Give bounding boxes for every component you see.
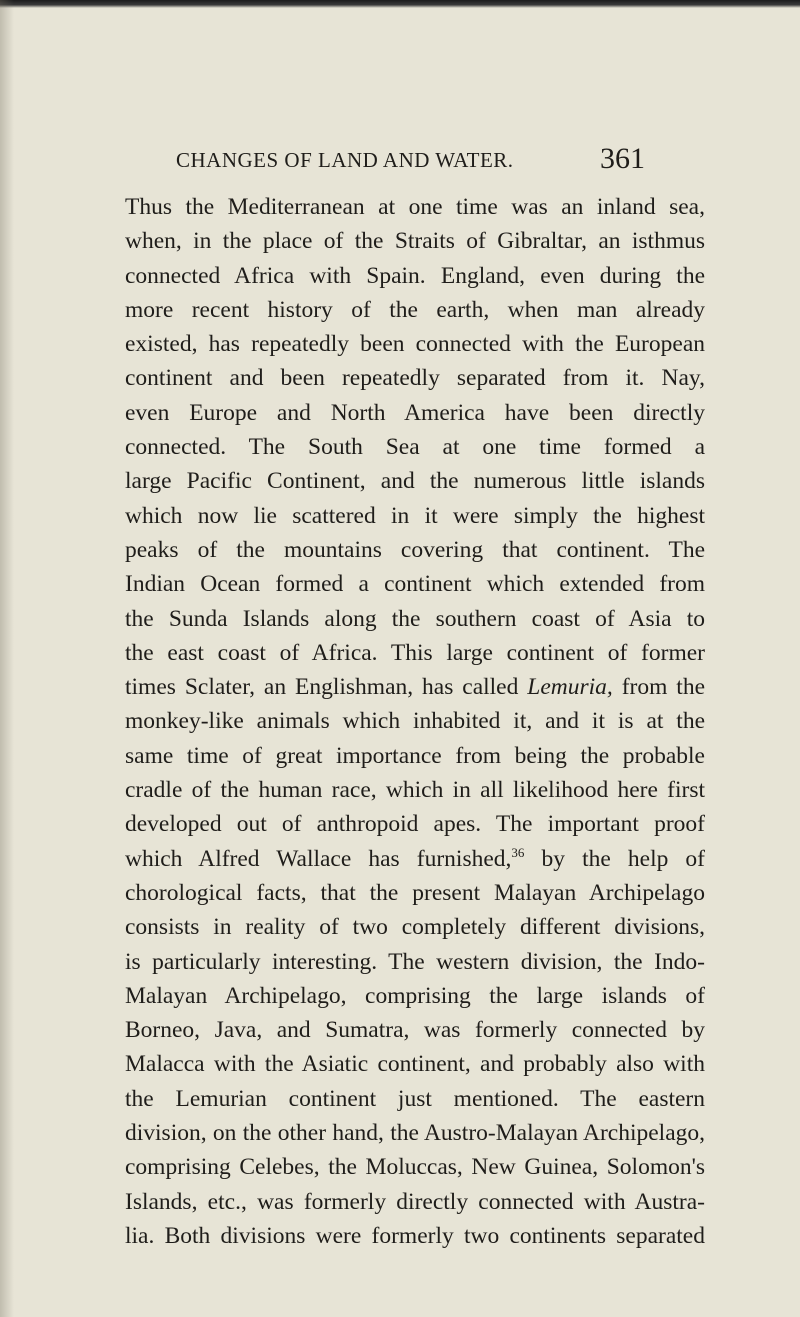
text-line-content: division, on the other hand, the Austro-Malayan Archipelago, [125,1120,705,1147]
text-line [125,636,705,670]
text-line-after: from the [612,674,705,701]
text-line [125,567,705,601]
text-line [125,670,705,704]
text-line-content: connected Africa with Spain. England, even during the [125,262,705,289]
text-line-content: Indian Ocean formed a continent which extended from [125,571,705,598]
text-line-content: chorological facts, that the present Malayan Archipelago [125,879,705,906]
text-line-content: the Lemurian continent just mentioned. The eastern [125,1085,705,1112]
text-line-content: monkey-like animals which inhabited it, and it is at the [125,708,705,735]
text-line [125,499,705,533]
footnote-reference: 36 [511,844,525,860]
text-line-content: Thus the Mediterranean at one time was an inland sea, [125,194,705,220]
text-line [125,739,705,773]
text-line-content: same time of great importance from being the probable [125,742,705,769]
text-line [125,533,705,567]
text-line [125,1013,705,1047]
text-line [125,1150,705,1184]
text-line [125,1116,705,1150]
text-line-content: Malayan Archipelago, comprising the large islands of [125,982,705,1009]
page-header [176,144,696,184]
text-line-content: large Pacific Continent, and the numerous little islands [125,468,705,495]
text-line-content: consists in reality of two completely different divisions, [125,914,705,941]
text-line-content: continent and been repeatedly separated from it. Nay, [125,365,705,392]
italic-term: Lemuria, [527,674,613,701]
text-line [125,464,705,498]
text-line-content: when, in the place of the Straits of Gibraltar, an isthmus [125,228,705,255]
text-line-content: connected. The South Sea at one time formed a [125,434,705,461]
text-line [125,259,705,293]
text-line [125,910,705,944]
text-line [125,945,705,979]
text-line [125,842,705,876]
text-line-content: comprising Celebes, the Moluccas, New Guinea, Solomon's [125,1154,705,1181]
running-head: CHANGES OF LAND AND WATER. [176,148,514,172]
text-line-content: which now lie scattered in it were simply the highest [125,502,705,529]
text-line [125,602,705,636]
text-line-content: is particularly interesting. The western division, the Indo- [125,948,705,975]
text-line-content: the east coast of Africa. This large continent of former [125,639,705,666]
body-text [125,190,705,1253]
text-line-content: Malacca with the Asiatic continent, and probably also with [125,1051,705,1078]
text-line [125,876,705,910]
text-line-content: lia. Both divisions were formerly two continents separated [125,1222,705,1249]
text-line-content: Islands, etc., was formerly directly connected with Austra- [125,1188,705,1215]
text-line-content: even Europe and North America have been directly [125,399,705,426]
text-line [125,1185,705,1219]
text-line-content: existed, has repeatedly been connected with the European [125,331,705,358]
text-line [125,1047,705,1081]
text-line-content: the Sunda Islands along the southern coast of Asia to [125,605,705,632]
text-line [125,704,705,738]
text-line [125,293,705,327]
page-number: 361 [600,142,645,175]
text-line [125,396,705,430]
text-line-after: by the help of [524,845,706,872]
text-line-content: Borneo, Java, and Sumatra, was formerly connected by [125,1017,705,1044]
text-line [125,979,705,1013]
text-line-before: which Alfred Wallace has furnished, [125,845,512,872]
text-line [125,430,705,464]
text-line [125,773,705,807]
text-line [125,807,705,841]
text-line-content: peaks of the mountains covering that continent. The [125,536,705,563]
text-line-content: developed out of anthropoid apes. The important proof [125,811,705,838]
text-line [125,190,705,224]
text-line [125,1082,705,1116]
text-line [125,224,705,258]
text-line [125,1219,705,1253]
text-line-content: more recent history of the earth, when man already [125,296,705,323]
text-line [125,327,705,361]
text-line-content: cradle of the human race, which in all likelihood here first [125,777,705,804]
text-line-before: times Sclater, an Englishman, has called [125,674,528,701]
text-line [125,361,705,395]
